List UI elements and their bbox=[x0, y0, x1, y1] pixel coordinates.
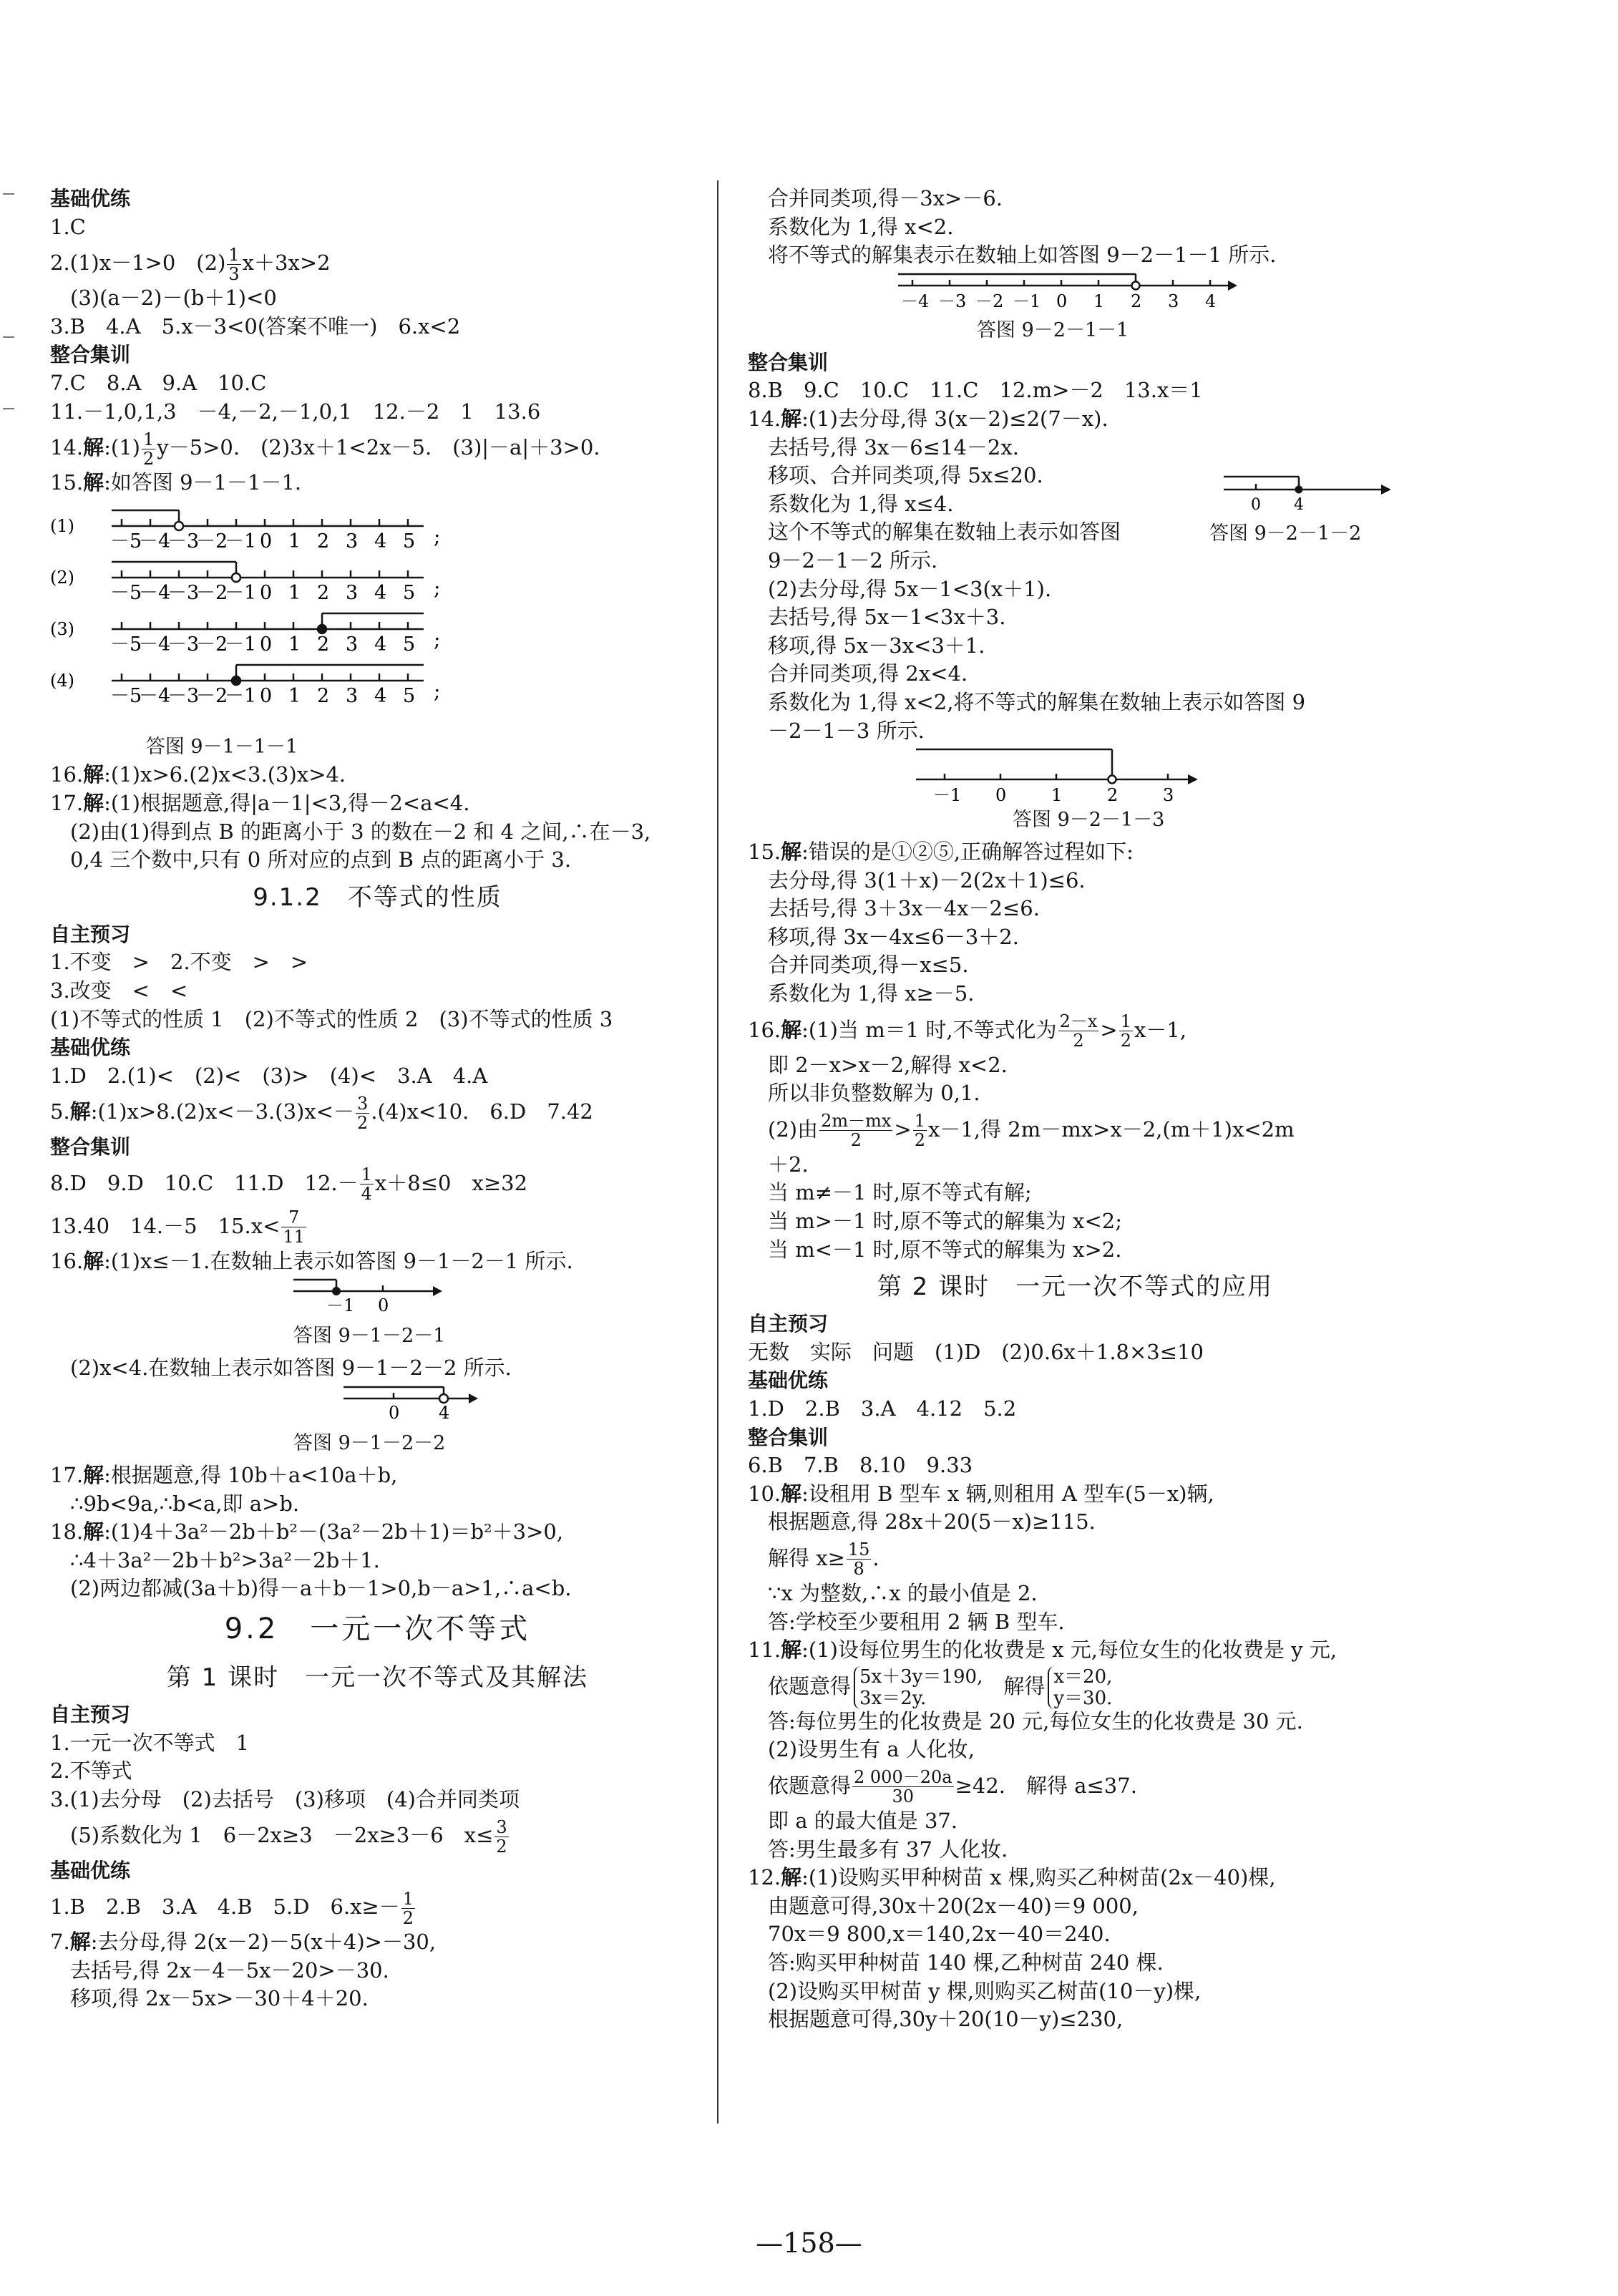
fraction: $\frac{15}{8}$ bbox=[847, 1539, 870, 1580]
number-line bbox=[336, 1383, 479, 1433]
tick-label: 5 bbox=[403, 684, 416, 707]
answer-line: 7.C 8.A 9.A 10.C bbox=[50, 370, 267, 395]
answer-line: 依题意得 $\frac{2 000-20a}{30}$ ≥42. 解得 a≤37. bbox=[768, 1767, 1137, 1807]
answer-line: 合并同类项,得 2x<4. bbox=[768, 661, 968, 686]
line-terminator: ; bbox=[434, 627, 441, 651]
figure-9-1-2-2 bbox=[50, 1383, 705, 1461]
fraction: $\frac{1}{2}$ bbox=[143, 429, 155, 469]
answer-line: 所以非负整数解为 0,1. bbox=[768, 1081, 980, 1106]
answer-line: 16.解:(1)x≤－1.在数轴上表示如答图 9－1－2－1 所示. bbox=[50, 1248, 573, 1273]
answer-line: 3.改变 < < bbox=[50, 978, 188, 1003]
answer-line: (2)去分母,得 5x－1<3(x＋1). bbox=[768, 576, 1052, 601]
column-divider bbox=[717, 180, 718, 2124]
margin-mark bbox=[3, 336, 14, 338]
answer-line: 系数化为 1,得 x≥－5. bbox=[768, 981, 975, 1006]
tick-label: －4 bbox=[139, 684, 171, 707]
number-line bbox=[891, 270, 1263, 320]
answer-line: 17.解:(1)根据题意,得|a－1|<3,得－2<a<4. bbox=[50, 790, 470, 815]
answer-line: 去括号,得 2x－4－5x－20>－30. bbox=[70, 1957, 389, 1983]
answer-line: (2)设男生有 a 人化妆, bbox=[768, 1737, 975, 1762]
open-point bbox=[1108, 776, 1116, 784]
tick-label: 4 bbox=[439, 1403, 450, 1424]
answer-line: ∵x 为整数,∴x 的最小值是 2. bbox=[768, 1580, 1038, 1605]
tick-label: 2 bbox=[317, 530, 330, 553]
line-terminator: ; bbox=[434, 678, 441, 703]
tick-label: 0 bbox=[378, 1295, 389, 1316]
tick-label: －4 bbox=[139, 581, 171, 604]
figure-9-2-1-3 bbox=[748, 745, 1403, 838]
tick-label: －4 bbox=[901, 291, 930, 311]
figure-caption: 答图 9－2－1－3 bbox=[1013, 809, 1165, 832]
tick-label: 0 bbox=[260, 581, 273, 604]
answer-line: 当 m<－1 时,原不等式的解集为 x>2. bbox=[768, 1237, 1122, 1262]
axis-arrow bbox=[1228, 281, 1237, 291]
fraction: $\frac{2m-mx}{2}$ bbox=[821, 1111, 892, 1151]
answer-line: 系数化为 1,得 x<2. bbox=[768, 214, 954, 239]
tick-label: 2 bbox=[317, 684, 330, 707]
answer-line: 1.D 2.(1)< (2)< (3)> (4)< 3.A 4.A bbox=[50, 1063, 488, 1088]
tick-label: －1 bbox=[933, 785, 962, 806]
answer-line: 14.解:(1) $\frac{1}{2}$ y－5>0. (2)3x＋1<2x－5. (3)|－a|＋3>0. bbox=[50, 429, 600, 469]
fraction: $\frac{1}{3}$ bbox=[228, 244, 240, 284]
answer-line: 10.解:设租用 B 型车 x 辆,则租用 A 型车(5－x)辆, bbox=[748, 1481, 1214, 1506]
answer-line: 2.(1)x－1>0 (2) $\frac{1}{3}$ x＋3x>2 bbox=[50, 244, 331, 284]
answer-line: 合并同类项,得－3x>－6. bbox=[768, 186, 1003, 210]
tick-label: －5 bbox=[110, 530, 142, 553]
tick-label: 3 bbox=[346, 684, 359, 707]
tick-label: －2 bbox=[196, 633, 228, 656]
line-terminator: ; bbox=[434, 575, 441, 600]
tick-label: －3 bbox=[167, 581, 200, 604]
tick-label: 3 bbox=[1168, 291, 1179, 311]
number-lines-figure bbox=[50, 497, 479, 726]
tick-label: －1 bbox=[225, 581, 257, 604]
answer-line: (2)x<4.在数轴上表示如答图 9－1－2－2 所示. bbox=[70, 1356, 512, 1381]
answer-line: －2－1－3 所示. bbox=[768, 718, 925, 743]
answer-line: 11.解:(1)设每位男生的化妆费是 x 元,每位女生的化妆费是 y 元, bbox=[748, 1638, 1337, 1663]
tick-label: 2 bbox=[1107, 785, 1119, 806]
tick-label: 1 bbox=[1051, 785, 1063, 806]
answer-line: 移项,得 5x－3x<3＋1. bbox=[768, 633, 985, 658]
answer-line: 1.一元一次不等式 1 bbox=[50, 1730, 250, 1755]
answer-line: 0,4 三个数中,只有 0 所对应的点到 B 点的距离小于 3. bbox=[70, 847, 572, 872]
answer-line: 1.B 2.B 3.A 4.B 5.D 6.x≥－ $\frac{1}{2}$ bbox=[50, 1888, 414, 1928]
section-heading: 自主预习 bbox=[748, 1312, 829, 1336]
number-line bbox=[286, 1275, 444, 1325]
solution-system: x＝20, y＝30. bbox=[1048, 1666, 1112, 1709]
answer-line: 15.解:如答图 9－1－1－1. bbox=[50, 470, 302, 495]
fraction: $\frac{1}{2}$ bbox=[402, 1888, 414, 1928]
tick-label: 3 bbox=[346, 581, 359, 604]
tick-label: 5 bbox=[403, 581, 416, 604]
tick-label: －1 bbox=[326, 1295, 355, 1316]
answer-line: 去括号,得 5x－1<3x＋3. bbox=[768, 605, 1006, 630]
section-title: 9.2 一元一次不等式 bbox=[224, 1612, 531, 1646]
answer-line: 去括号,得 3＋3x－4x－2≤6. bbox=[768, 896, 1040, 921]
section-heading: 基础优练 bbox=[50, 1859, 131, 1883]
tick-label: 4 bbox=[374, 530, 387, 553]
tick-label: 5 bbox=[403, 633, 416, 656]
tick-label: 1 bbox=[288, 530, 301, 553]
answer-line: 3.(1)去分母 (2)去括号 (3)移项 (4)合并同类项 bbox=[50, 1786, 520, 1811]
tick-label: －3 bbox=[167, 633, 200, 656]
answer-line: 去括号,得 3x－6≤14－2x. bbox=[768, 434, 1019, 459]
right-column bbox=[748, 185, 1403, 2034]
answer-line: 答:每位男生的化妆费是 20 元,每位女生的化妆费是 30 元. bbox=[768, 1708, 1303, 1733]
tick-label: 0 bbox=[1251, 496, 1261, 512]
tick-label: －5 bbox=[110, 684, 142, 707]
answer-line: 无数 实际 问题 (1)D (2)0.6x＋1.8×3≤10 bbox=[748, 1339, 1204, 1364]
answer-line: 7.解:去分母,得 2(x－2)－5(x＋4)>－30, bbox=[50, 1930, 437, 1954]
figure-caption: 答图 9－1－1－1 bbox=[145, 736, 298, 759]
answer-line: 移项、合并同类项,得 5x≤20. bbox=[768, 463, 1043, 488]
answer-line: 1.C bbox=[50, 214, 86, 239]
answer-line: 8.B 9.C 10.C 11.C 12.m>－2 13.x＝1 bbox=[748, 378, 1203, 403]
figure-9-2-1-1 bbox=[748, 270, 1403, 349]
tick-label: 3 bbox=[1163, 785, 1174, 806]
tick-label: －2 bbox=[196, 530, 228, 553]
answer-line: 根据题意,得 28x＋20(5－x)≥115. bbox=[768, 1509, 1096, 1534]
tick-label: －3 bbox=[167, 684, 200, 707]
solid-point bbox=[232, 676, 240, 685]
axis-arrow bbox=[1188, 774, 1198, 784]
answer-line: 答:男生最多有 37 人化妆. bbox=[768, 1837, 1008, 1862]
section-heading: 自主预习 bbox=[50, 1703, 131, 1727]
answer-line: 合并同类项,得－x≤5. bbox=[768, 953, 969, 978]
page-number: —158— bbox=[756, 2227, 862, 2259]
section-heading: 整合集训 bbox=[748, 1425, 829, 1449]
tick-label: －3 bbox=[938, 291, 967, 311]
figure-caption: 答图 9－1－2－1 bbox=[293, 1325, 446, 1348]
answer-line: 将不等式的解集表示在数轴上如答图 9－2－1－1 所示. bbox=[768, 243, 1277, 268]
answer-line: 移项,得 3x－4x≤6－3＋2. bbox=[768, 924, 1019, 949]
tick-label: －2 bbox=[975, 291, 1004, 311]
tick-label: －2 bbox=[196, 684, 228, 707]
answer-line: 11.－1,0,1,3 －4,－2,－1,0,1 12.－2 1 13.6 bbox=[50, 399, 541, 424]
tick-label: 4 bbox=[374, 684, 387, 707]
answer-line: 12.解:(1)设购买甲种树苗 x 棵,购买乙种树苗(2x－40)棵, bbox=[748, 1865, 1276, 1890]
answer-line: (3)(a－2)－(b＋1)<0 bbox=[70, 286, 277, 311]
tick-label: 2 bbox=[317, 633, 330, 656]
answer-line: 14.解:(1)去分母,得 3(x－2)≤2(7－x). bbox=[748, 406, 1108, 431]
tick-label: －3 bbox=[167, 530, 200, 553]
line-label: (2) bbox=[50, 567, 74, 588]
line-terminator: ; bbox=[434, 524, 441, 548]
figure-9-2-1-2 bbox=[1174, 462, 1403, 545]
answer-line: 16.解:(1)当 m＝1 时,不等式化为 $\frac{2-x}{2}$ > $\frac{1}{2}$ x－1, bbox=[748, 1011, 1187, 1051]
open-point bbox=[439, 1394, 448, 1403]
answer-line: 去分母,得 3(1＋x)－2(2x＋1)≤6. bbox=[768, 867, 1086, 892]
section-heading: 整合集训 bbox=[50, 343, 131, 367]
tick-label: 4 bbox=[1294, 496, 1304, 512]
tick-label: 2 bbox=[1131, 291, 1142, 311]
fraction: $\frac{3}{2}$ bbox=[496, 1816, 507, 1857]
lesson-title: 第 2 课时 一元一次不等式的应用 bbox=[877, 1273, 1274, 1302]
answer-line: (1)不等式的性质 1 (2)不等式的性质 2 (3)不等式的性质 3 bbox=[50, 1006, 613, 1031]
fraction: $\frac{7}{11}$ bbox=[283, 1207, 305, 1247]
figure-9-1-2-1 bbox=[50, 1275, 705, 1354]
answer-line: 17.解:根据题意,得 10b＋a<10a＋b, bbox=[50, 1463, 398, 1488]
answer-line: 13.40 14.－5 15.x< $\frac{7}{11}$ bbox=[50, 1207, 305, 1247]
tick-label: 1 bbox=[288, 581, 301, 604]
tick-label: －2 bbox=[196, 581, 228, 604]
tick-label: －4 bbox=[139, 530, 171, 553]
answer-line: 15.解:错误的是①②⑤,正确解答过程如下: bbox=[748, 840, 1134, 865]
answer-line: 答:学校至少要租用 2 辆 B 型车. bbox=[768, 1609, 1065, 1634]
tick-label: －1 bbox=[225, 684, 257, 707]
open-point bbox=[232, 573, 240, 582]
tick-label: 2 bbox=[317, 581, 330, 604]
line-label: (1) bbox=[50, 515, 74, 536]
line-label: (4) bbox=[50, 670, 74, 691]
left-column bbox=[50, 185, 705, 2013]
tick-label: 1 bbox=[1093, 291, 1105, 311]
fraction: $\frac{1}{4}$ bbox=[361, 1164, 372, 1205]
tick-label: －4 bbox=[139, 633, 171, 656]
answer-line: 系数化为 1,得 x≤4. bbox=[768, 491, 954, 516]
answer-line: 6.B 7.B 8.10 9.33 bbox=[748, 1453, 973, 1478]
section-heading: 自主预习 bbox=[50, 922, 131, 946]
answer-line: (2)两边都减(3a＋b)得－a＋b－1>0,b－a>1,∴a<b. bbox=[70, 1576, 572, 1601]
section-heading: 基础优练 bbox=[50, 187, 131, 210]
open-point bbox=[175, 522, 183, 530]
fraction: $\frac{3}{2}$ bbox=[357, 1093, 369, 1133]
answer-line: 移项,得 2x－5x>－30＋4＋20. bbox=[70, 1986, 369, 2011]
solid-point bbox=[318, 625, 326, 633]
section-heading: 整合集训 bbox=[50, 1135, 131, 1159]
tick-label: 0 bbox=[389, 1403, 400, 1424]
answer-line: 当 m>－1 时,原不等式的解集为 x<2; bbox=[768, 1209, 1122, 1234]
tick-label: －1 bbox=[225, 633, 257, 656]
tick-label: 3 bbox=[346, 633, 359, 656]
answer-line: (2)由(1)得到点 B 的距离小于 3 的数在－2 和 4 之间,∴在－3, bbox=[70, 819, 651, 844]
answer-line: 系数化为 1,得 x<2,将不等式的解集在数轴上表示如答图 9 bbox=[768, 689, 1306, 714]
answer-line: 18.解:(1)4＋3a²－2b＋b²－(3a²－2b＋1)＝b²＋3>0, bbox=[50, 1519, 564, 1545]
answer-line: 这个不等式的解集在数轴上表示如答图 bbox=[768, 520, 1121, 545]
line-label: (3) bbox=[50, 618, 74, 639]
number-line bbox=[912, 745, 1213, 809]
answer-line: (2)由 $\frac{2m-mx}{2}$ > $\frac{1}{2}$ x－1,得 2m－mx>x－2,(m＋1)x<2m bbox=[768, 1111, 1295, 1151]
tick-label: 0 bbox=[260, 633, 273, 656]
answer-line: 解得 x≥ $\frac{15}{8}$ . bbox=[768, 1539, 879, 1580]
answer-line: 5.解:(1)x>8.(2)x<－3.(3)x<－ $\frac{3}{2}$ .(4)x<10. 6.D 7.42 bbox=[50, 1093, 593, 1133]
tick-label: 4 bbox=[374, 581, 387, 604]
tick-label: 5 bbox=[403, 530, 416, 553]
answer-line: 依题意得 5x＋3y＝190, 3x＝2y. 解得 x＝20, y＝30. bbox=[768, 1665, 1113, 1709]
tick-label: 1 bbox=[288, 633, 301, 656]
lesson-title: 第 1 课时 一元一次不等式及其解法 bbox=[166, 1663, 589, 1693]
figure-caption: 答图 9－1－2－2 bbox=[293, 1432, 446, 1455]
fraction: $\frac{2 000-20a}{30}$ bbox=[854, 1767, 952, 1807]
tick-label: 0 bbox=[995, 785, 1007, 806]
tick-label: 4 bbox=[1205, 291, 1217, 311]
answer-line: 答:购买甲种树苗 140 棵,乙种树苗 240 棵. bbox=[768, 1950, 1164, 1975]
axis-arrow bbox=[433, 1286, 442, 1296]
fraction: $\frac{1}{2}$ bbox=[914, 1111, 926, 1151]
section-title: 9.1.2 不等式的性质 bbox=[253, 882, 502, 912]
answer-line: 即 2－x>x－2,解得 x<2. bbox=[768, 1052, 1008, 1077]
answer-line: 由题意可得,30x＋20(2x－40)＝9 000, bbox=[768, 1893, 1139, 1918]
section-heading: 基础优练 bbox=[50, 1036, 131, 1060]
answer-line: 16.解:(1)x>6.(2)x<3.(3)x>4. bbox=[50, 762, 346, 787]
tick-label: 3 bbox=[346, 530, 359, 553]
section-heading: 整合集训 bbox=[748, 350, 829, 374]
figure-caption: 答图 9－2－1－2 bbox=[1209, 522, 1362, 545]
tick-label: －1 bbox=[1013, 291, 1041, 311]
answer-line: 9－2－1－2 所示. bbox=[768, 548, 938, 573]
tick-label: －5 bbox=[110, 581, 142, 604]
number-lines-9-1-1-1 bbox=[50, 497, 705, 762]
axis-arrow bbox=[1381, 485, 1391, 495]
fraction: $\frac{2-x}{2}$ bbox=[1059, 1011, 1098, 1051]
answer-line: ∴4＋3a²－2b＋b²>3a²－2b＋1. bbox=[70, 1547, 380, 1572]
answer-line: 8.D 9.D 10.C 11.D 12.－ $\frac{1}{4}$ x＋8≤0 x≥32 bbox=[50, 1164, 528, 1205]
answer-line: 1.D 2.B 3.A 4.12 5.2 bbox=[748, 1396, 1017, 1421]
number-line bbox=[1174, 462, 1403, 512]
tick-label: 4 bbox=[374, 633, 387, 656]
answer-line: 当 m≠－1 时,原不等式有解; bbox=[768, 1180, 1032, 1205]
equation-system: 5x＋3y＝190, 3x＝2y. bbox=[854, 1666, 983, 1709]
tick-label: 0 bbox=[1056, 291, 1068, 311]
answer-line: 3.B 4.A 5.x－3<0(答案不唯一) 6.x<2 bbox=[50, 313, 461, 339]
answer-line: ＋2. bbox=[768, 1152, 809, 1177]
tick-label: 0 bbox=[260, 684, 273, 707]
margin-mark bbox=[3, 408, 14, 409]
open-point bbox=[1132, 281, 1140, 289]
answer-line: 根据题意可得,30y＋20(10－y)≤230, bbox=[768, 2007, 1124, 2032]
answer-line: 2.不等式 bbox=[50, 1759, 132, 1784]
axis-arrow bbox=[469, 1393, 478, 1404]
answer-line: 1.不变 > 2.不变 > > bbox=[50, 950, 308, 975]
answer-line: 70x＝9 800,x＝140,2x－40＝240. bbox=[768, 1922, 1111, 1947]
fraction: $\frac{1}{2}$ bbox=[1120, 1011, 1132, 1051]
tick-label: －1 bbox=[225, 530, 257, 553]
tick-label: 0 bbox=[260, 530, 273, 553]
answer-line: 即 a 的最大值是 37. bbox=[768, 1808, 958, 1833]
section-heading: 基础优练 bbox=[748, 1368, 829, 1393]
tick-label: 1 bbox=[288, 684, 301, 707]
margin-mark bbox=[3, 193, 14, 195]
tick-label: －5 bbox=[110, 633, 142, 656]
figure-caption: 答图 9－2－1－1 bbox=[977, 318, 1129, 341]
answer-line: ∴9b<9a,∴b<a,即 a>b. bbox=[70, 1491, 300, 1516]
answer-line: (2)设购买甲树苗 y 棵,则购买乙树苗(10－y)棵, bbox=[768, 1978, 1202, 2003]
answer-line: (5)系数化为 1 6－2x≥3 －2x≥3－6 x≤ $\frac{3}{2}$ bbox=[70, 1816, 507, 1857]
